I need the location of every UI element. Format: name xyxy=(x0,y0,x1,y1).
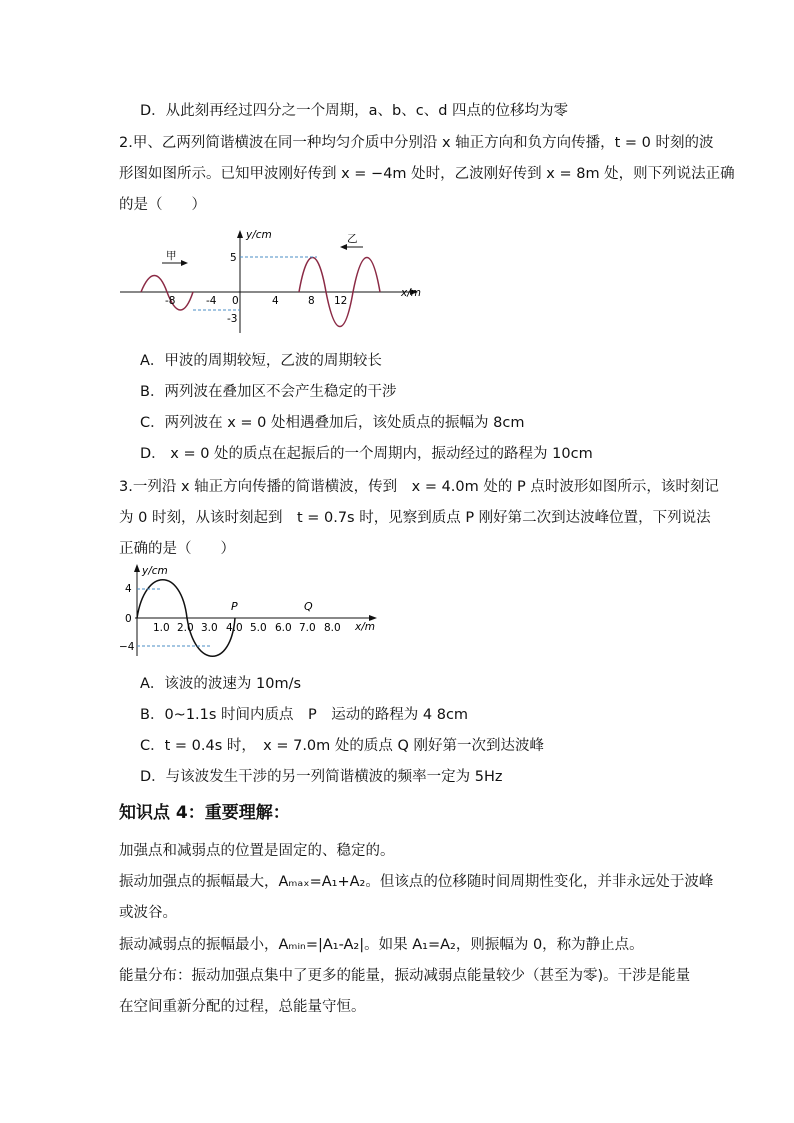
question-2-option-b: B．两列波在叠加区不会产生稳定的干涉 xyxy=(140,384,397,400)
paragraph-2: 振动加强点的振幅最大，Aₘₐₓ=A₁+A₂。但该点的位移随时间周期性变化，并非永远处于波峰 xyxy=(119,874,714,890)
label-q: Q xyxy=(304,600,313,613)
tick-8: 8.0 xyxy=(324,622,341,634)
y-axis-label: y/cm xyxy=(246,229,272,241)
tick-4: 4 xyxy=(272,295,279,307)
question-2-option-c: C．两列波在 x = 0 处相遇叠加后，该处质点的振幅为 8cm xyxy=(140,415,525,431)
paragraph-3: 或波谷。 xyxy=(119,905,177,921)
figure-wave-two xyxy=(115,225,425,335)
question-3-option-a: A．该波的波速为 10m/s xyxy=(140,676,302,692)
tick-8: 8 xyxy=(308,295,315,307)
label-yi: 乙 xyxy=(347,233,358,245)
question-2-line-2: 形图如图所示。已知甲波刚好传到 x = −4m 处时，乙波刚好传到 x = 8m 处，则下列说法正确 xyxy=(119,166,735,182)
tick-origin: 0 xyxy=(232,295,239,307)
question-3-line-1: 3.一列沿 x 轴正方向传播的简谐横波，传到 x = 4.0m 处的 P 点时波形如图所示，该时刻记 xyxy=(119,479,719,495)
tick-y5: 5 xyxy=(230,252,237,264)
tick-3: 3.0 xyxy=(201,622,218,634)
knowledge-heading: 知识点 4：重要理解： xyxy=(119,803,290,823)
question-3-line-3: 正确的是（ ） xyxy=(119,541,235,557)
tick-neg8: -8 xyxy=(165,295,176,307)
question-2-line-1: 2.甲、乙两列简谐横波在同一种均匀介质中分别沿 x 轴正方向和负方向传播，t = 0 时刻的波 xyxy=(119,135,714,151)
paragraph-4: 振动减弱点的振幅最小，Aₘᵢₙ=|A₁-A₂|。如果 A₁=A₂，则振幅为 0，称为静止点。 xyxy=(119,937,644,953)
tick-5: 5.0 xyxy=(250,622,267,634)
paragraph-1: 加强点和减弱点的位置是固定的、稳定的。 xyxy=(119,843,395,859)
x-axis-label: x/m xyxy=(401,287,421,299)
tick-origin: 0 xyxy=(125,613,132,625)
tick-6: 6.0 xyxy=(275,622,292,634)
paragraph-5: 能量分布：振动加强点集中了更多的能量，振动减弱点能量较少（甚至为零)。干涉是能量 xyxy=(119,968,691,984)
tick-neg4: -4 xyxy=(206,295,217,307)
label-jia: 甲 xyxy=(166,250,177,262)
tick-12: 12 xyxy=(334,295,348,307)
tick-4: 4.0 xyxy=(226,622,243,634)
figure-wave-p xyxy=(115,560,385,660)
tick-1: 1.0 xyxy=(153,622,170,634)
tick-7: 7.0 xyxy=(299,622,316,634)
question-3-option-d: D．与该波发生干涉的另一列简谐横波的频率一定为 5Hz xyxy=(140,769,503,785)
question-2-option-d: D． x = 0 处的质点在起振后的一个周期内，振动经过的路程为 10cm xyxy=(140,446,593,462)
question-3-option-b: B．0~1.1s 时间内质点 P 运动的路程为 4 8cm xyxy=(140,707,469,723)
question-2-option-a: A．甲波的周期较短，乙波的周期较长 xyxy=(140,353,382,369)
tick-yneg3: -3 xyxy=(227,313,238,325)
question-2-line-3: 的是（ ） xyxy=(119,197,206,213)
tick-yneg4: −4 xyxy=(119,641,135,653)
question-3-line-2: 为 0 时刻，从该时刻起到 t = 0.7s 时，见察到质点 P 刚好第二次到达波峰位置，下列说法 xyxy=(119,510,711,526)
paragraph-6: 在空间重新分配的过程，总能量守恒。 xyxy=(119,999,366,1015)
tick-2: 2.0 xyxy=(177,622,194,634)
tick-y4: 4 xyxy=(125,583,132,595)
x-axis-label: x/m xyxy=(355,621,375,633)
question-3-option-c: C．t = 0.4s 时， x = 7.0m 处的质点 Q 刚好第一次到达波峰 xyxy=(140,738,545,754)
label-p: P xyxy=(231,600,238,613)
y-axis-label: y/cm xyxy=(142,565,168,577)
option-d-previous: D．从此刻再经过四分之一个周期，a、b、c、d 四点的位移均为零 xyxy=(140,103,569,119)
y-axis-arrow xyxy=(237,230,243,238)
